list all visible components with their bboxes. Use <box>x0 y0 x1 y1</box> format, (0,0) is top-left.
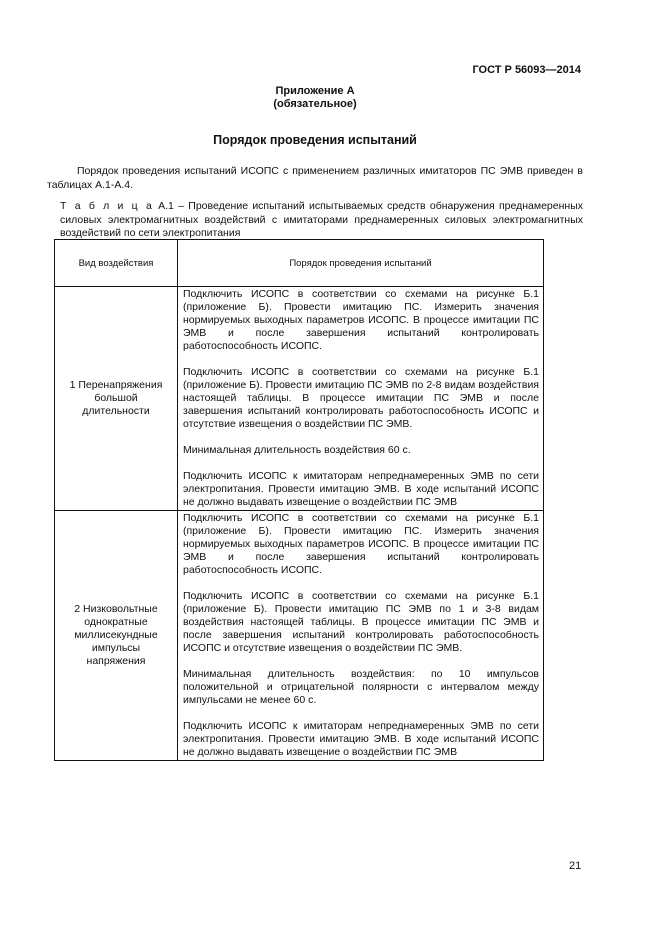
procedure-paragraph: Подключить ИСОПС в соответствии со схемами на рисунке Б.1 (приложение Б). Провести имитацию ПС ЭМВ по 1 и 3-8 видам воздействия настоящей таблицы. В процессе имитации ПС ЭМВ и после завершения испытаний контролировать работоспособность ИСОПС и отсутствие извещения о воздействии ПС ЭМВ. <box>183 590 539 654</box>
standard-code: ГОСТ Р 56093—2014 <box>472 64 581 76</box>
procedure-paragraph: Подключить ИСОПС к имитаторам непреднамеренных ЭМВ по сети электропитания. Провести имитацию ЭМВ. В ходе испытаний ИСОПС не должно выдавать извещение о воздействии ПС ЭМВ <box>183 470 539 508</box>
procedure-paragraph: Минимальная длительность воздействия 60 с. <box>183 444 411 456</box>
page-number: 21 <box>569 860 582 872</box>
procedure-paragraph: Минимальная длительность воздействия: по 10 импульсов положительной и отрицательной полярности с интервалом между импульсами не менее 60 с. <box>183 668 539 706</box>
procedure-paragraph: Подключить ИСОПС в соответствии со схемами на рисунке Б.1 (приложение Б). Провести имитацию ПС ЭМВ по 2-8 видам воздействия настоящей таблицы. В процессе имитации ПС ЭМВ и после завершения испытаний контролировать работоспособность ИСОПС и отсутствие извещения о воздействии ПС ЭМВ. <box>183 366 539 430</box>
procedure-cell <box>178 511 544 761</box>
intro-paragraph: Порядок проведения испытаний ИСОПС с применением различных имитаторов ПС ЭМВ приведен в таблицах А.1-А.4. <box>47 165 583 191</box>
table-caption-label: Т а б л и ц а <box>60 200 154 212</box>
header-impact-type: Вид воздействия <box>55 240 178 287</box>
impact-type-cell: 2 Низковольтные однократные миллисекундные импульсы напряжения <box>55 511 178 761</box>
impact-type-cell: 1 Перенапряжения большой длительности <box>55 287 178 511</box>
procedure-paragraph: Подключить ИСОПС в соответствии со схемами на рисунке Б.1 (приложение Б). Провести имитацию ПС. Измерить значения нормируемых выходных параметров ИСОПС. В процессе имитации ПС ЭМВ и после завершения испытаний контролировать работоспособность ИСОПС. <box>183 288 539 352</box>
table-header-row <box>55 240 544 287</box>
table-row <box>55 511 544 761</box>
procedure-paragraph: Подключить ИСОПС в соответствии со схемами на рисунке Б.1 (приложение Б). Провести имитацию ПС. Измерить значения нормируемых выходных параметров ИСОПС. В процессе имитации ПС ЭМВ и после завершения испытаний контролировать работоспособность ИСОПС. <box>183 512 539 576</box>
procedure-cell <box>178 287 544 511</box>
annex-title: Приложение А <box>275 85 355 97</box>
header-test-procedure: Порядок проведения испытаний <box>178 240 544 287</box>
table-row <box>55 287 544 511</box>
annex-status: (обязательное) <box>273 98 357 110</box>
section-title: Порядок проведения испытаний <box>213 133 417 147</box>
test-procedure-table <box>54 239 544 761</box>
table-caption-text: А.1 – Проведение испытаний испытываемых средств обнаружения преднамеренных силовых электромагнитных воздействий с имитаторами преднамеренных силовых электромагнитных воздействий по сети электропитания <box>60 200 584 239</box>
procedure-paragraph: Подключить ИСОПС к имитаторам непреднамеренных ЭМВ по сети электропитания. Провести имитацию ЭМВ. В ходе испытаний ИСОПС не должно выдавать извещение о воздействии ПС ЭМВ <box>183 720 539 758</box>
table-caption <box>60 200 583 241</box>
annex-heading <box>0 85 630 111</box>
